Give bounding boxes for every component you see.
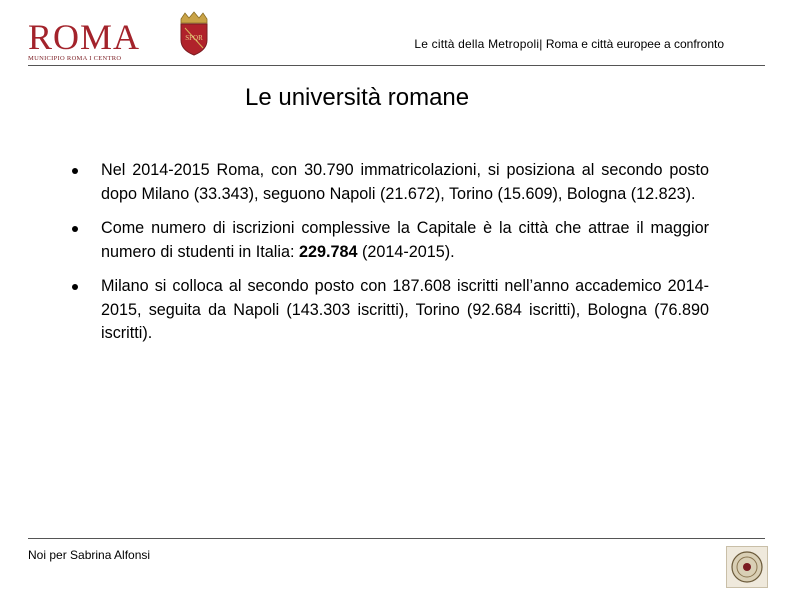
footer-divider xyxy=(28,538,765,539)
bullet-icon xyxy=(72,226,78,232)
bullet-item xyxy=(72,275,709,346)
bullet-icon xyxy=(72,168,78,174)
bullet-item xyxy=(72,217,709,264)
header-divider xyxy=(28,65,765,66)
seal-emblem-icon xyxy=(726,546,768,588)
bullet-text: Nel 2014-2015 Roma, con 30.790 immatricolazioni, si posiziona al secondo posto dopo Milano (33.343), seguono Napoli (21.672), Torino (15.609), Bologna (12.823). xyxy=(101,161,709,203)
page-title: Le università romane xyxy=(245,84,470,111)
footer-text: Noi per Sabrina Alfonsi xyxy=(28,548,151,562)
roma-logo xyxy=(28,17,146,62)
bullet-list xyxy=(72,159,709,357)
bullet-highlight: 229.784 xyxy=(298,242,358,261)
roma-crest-icon xyxy=(175,10,213,56)
logo-subtext: MUNICIPIO ROMA I CENTRO xyxy=(28,55,122,62)
crest-lettering: SPQR xyxy=(185,34,203,42)
bullet-text-before: Come numero di iscrizioni complessive la Capitale è la città che attrae il maggior numero di studenti in Italia: xyxy=(101,219,709,261)
page-header xyxy=(414,37,724,51)
bullet-text-after: (2014-2015). xyxy=(357,242,455,261)
bullet-text: Milano si colloca al secondo posto con 187.608 iscritti nell’anno accademico 2014-2015, seguita da Napoli (143.303 iscritti), Torino (92.684 iscritti), Bologna (76.890 iscritti). xyxy=(101,277,709,342)
bullet-item xyxy=(72,159,709,206)
header-section: Le città della Metropoli| xyxy=(414,37,543,51)
header-subtitle: Roma e città europee a confronto xyxy=(545,37,724,51)
bullet-icon xyxy=(72,284,78,290)
logo-text: ROMA xyxy=(28,17,141,57)
